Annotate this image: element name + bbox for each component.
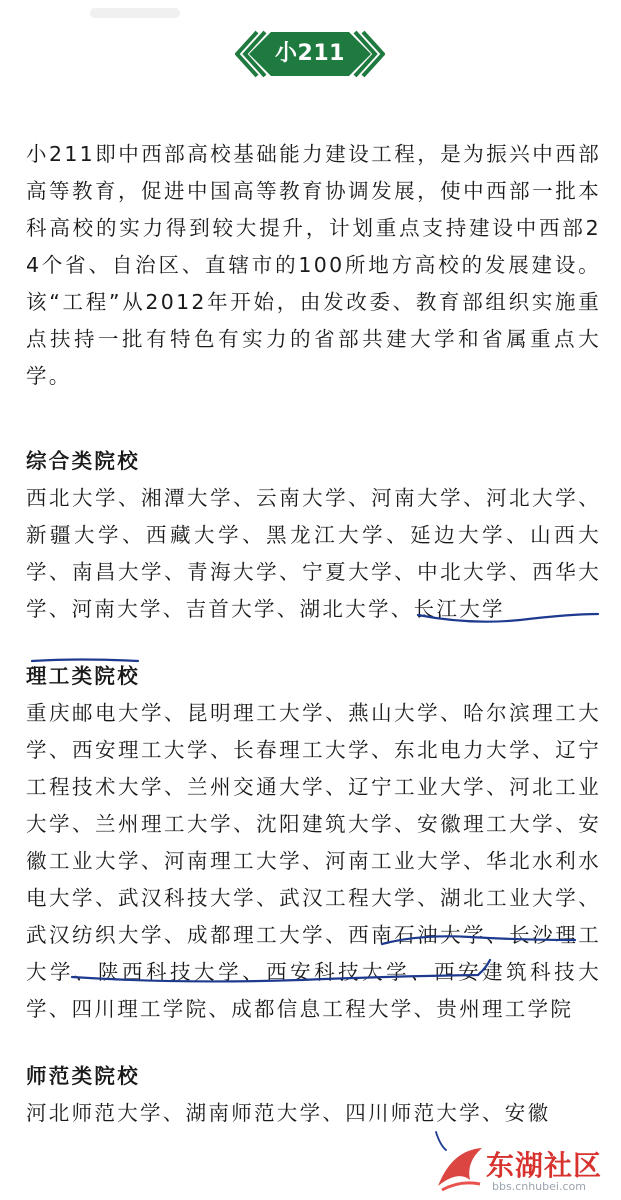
section-heading-science-engineering: 理工类院校	[26, 664, 140, 688]
watermark-name: 东湖社区	[486, 1149, 603, 1182]
intro-paragraph: 小211即中西部高校基础能力建设工程，是为振兴中西部高等教育，促进中国高等教育协调发展，使中西部一批本科高校的实力得到较大提升，计划重点支持建设中西部24个省、自治区、直辖市的100所地方高校的发展建设。该“工程”从2012年开始，由发改委、教育部组织实施重点扶持一批有特色有实力的省部共建大学和省属重点大学。	[26, 142, 601, 388]
watermark-logo-icon	[432, 1140, 488, 1196]
section-list-comprehensive: 西北大学、湘潭大学、云南大学、河南大学、河北大学、新疆大学、西藏大学、黑龙江大学、延边大学、山西大学、南昌大学、青海大学、宁夏大学、中北大学、西华大学、河南大学、吉首大学、湖北大学、长江大学	[26, 486, 601, 621]
title-banner	[235, 28, 385, 80]
section-heading-comprehensive: 综合类院校	[26, 449, 140, 473]
section-list-science-engineering: 重庆邮电大学、昆明理工大学、燕山大学、哈尔滨理工大学、西安理工大学、长春理工大学、东北电力大学、辽宁工程技术大学、兰州交通大学、辽宁工业大学、河北工业大学、兰州理工大学、沈阳建筑大学、安徽理工大学、安徽工业大学、河南理工大学、河南工业大学、华北水利水电大学、武汉科技大学、武汉工程大学、湖北工业大学、武汉纺织大学、成都理工大学、西南石油大学、长沙理工大学、陕西科技大学、西安科技大学、西安建筑科技大学、四川理工学院、成都信息工程大学、贵州理工学院	[26, 701, 601, 1021]
top-smudge	[90, 8, 180, 18]
watermark	[432, 1140, 617, 1198]
article-body	[26, 136, 601, 1132]
page-title: 小211	[275, 41, 345, 66]
section-list-normal: 河北师范大学、湖南师范大学、四川师范大学、安徽	[26, 1101, 551, 1125]
section-heading-normal: 师范类院校	[26, 1064, 140, 1088]
watermark-url: bbs.cnhubei.com	[492, 1180, 586, 1193]
